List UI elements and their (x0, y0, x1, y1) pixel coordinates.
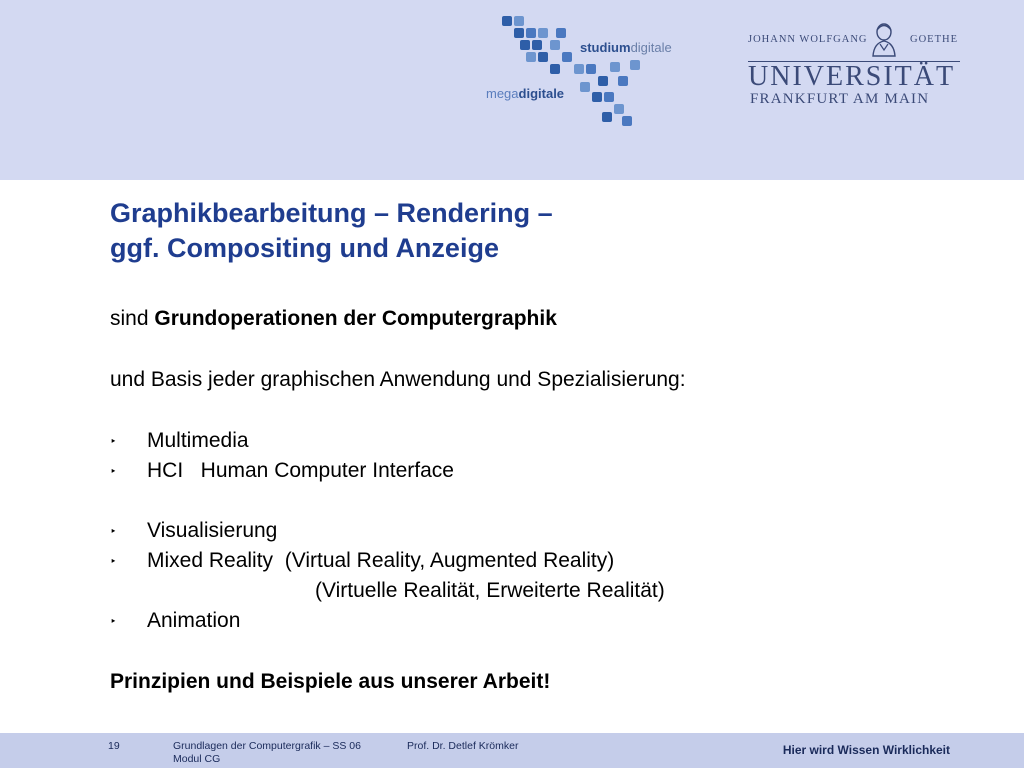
logo-square (598, 76, 608, 86)
logo-square (526, 52, 536, 62)
logo-square (618, 76, 628, 86)
logo-square (622, 116, 632, 126)
logo-square (538, 28, 548, 38)
goethe-portrait-icon (870, 22, 898, 58)
intro-line: sind Grundoperationen der Computergraphik (110, 307, 557, 330)
logo-square (550, 64, 560, 74)
logo-square (514, 16, 524, 26)
logo-square (556, 28, 566, 38)
logo-square (532, 40, 542, 50)
bullet-hci: HCI Human Computer Interface (147, 459, 454, 482)
bullet-marker: ‣ (110, 556, 117, 568)
logo-square (602, 112, 612, 122)
basis-line: und Basis jeder graphischen Anwendung und Spezialisierung: (110, 368, 686, 391)
uni-name: UNIVERSITÄT (748, 61, 956, 92)
goethe-university-logo: JOHANN WOLFGANG GOETHE UNIVERSITÄT FRANKFURT AM MAIN (748, 22, 960, 112)
course-info (173, 740, 361, 766)
studiumdigitale-logo (480, 12, 680, 127)
logo-square (614, 104, 624, 114)
slide-footer (0, 733, 1024, 768)
bullet-marker: ‣ (110, 466, 117, 478)
title-line-2: ggf. Compositing und Anzeige (110, 233, 499, 263)
bullet-marker: ‣ (110, 436, 117, 448)
slide-title (110, 196, 990, 266)
logo-square (586, 64, 596, 74)
bullet-animation: Animation (147, 609, 241, 632)
logo-square (604, 92, 614, 102)
logo-square (580, 82, 590, 92)
course-title: Grundlagen der Computergrafik – SS 06 (173, 740, 361, 752)
logo-square (526, 28, 536, 38)
closing-statement: Prinzipien und Beispiele aus unserer Arbeit! (110, 670, 551, 693)
author: Prof. Dr. Detlef Krömker (407, 740, 519, 752)
logo-square (520, 40, 530, 50)
logo-square (574, 64, 584, 74)
uni-city: FRANKFURT AM MAIN (750, 91, 930, 107)
bullet-marker: ‣ (110, 616, 117, 628)
logo-studiumdigitale-text: studiumdigitale (580, 40, 672, 55)
logo-square (514, 28, 524, 38)
bullet-multimedia: Multimedia (147, 429, 249, 452)
title-line-1: Graphikbearbeitung – Rendering – (110, 198, 553, 228)
page-number: 19 (108, 740, 120, 752)
logo-square (562, 52, 572, 62)
course-module: Modul CG (173, 753, 221, 765)
logo-square (550, 40, 560, 50)
logo-square (592, 92, 602, 102)
slide-header (0, 0, 1024, 180)
slide-content (110, 196, 990, 693)
bullet-marker: ‣ (110, 526, 117, 538)
footer-tagline: Hier wird Wissen Wirklichkeit (782, 743, 950, 757)
logo-megadigitale-text: megadigitale (486, 86, 565, 101)
bullet-mixed-reality: Mixed Reality (Virtual Reality, Augmented Reality) (147, 549, 615, 572)
logo-square (538, 52, 548, 62)
bullet-mixed-reality-continuation: (Virtuelle Realität, Erweiterte Realität) (315, 579, 665, 602)
logo-square (610, 62, 620, 72)
bullet-visualisierung: Visualisierung (147, 519, 278, 542)
logo-square (502, 16, 512, 26)
logo-square (630, 60, 640, 70)
